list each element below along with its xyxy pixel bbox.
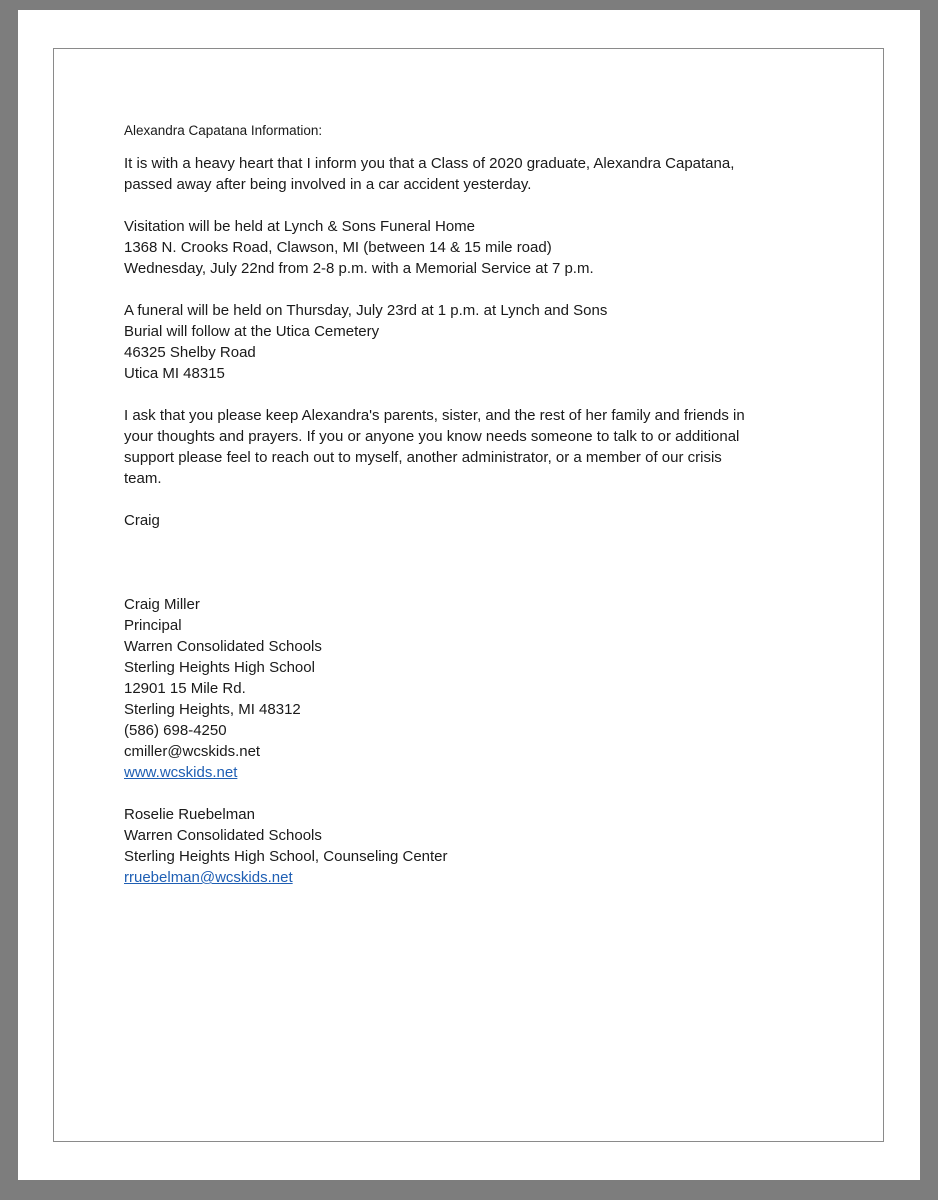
signature-school: Sterling Heights High School, Counseling Center: [124, 848, 448, 865]
funeral-paragraph: [124, 300, 824, 384]
email-link[interactable]: rruebelman@wcskids.net: [124, 869, 293, 886]
signature-school: Sterling Heights High School: [124, 659, 315, 676]
letter-body: [124, 120, 824, 909]
signature-email: cmiller@wcskids.net: [124, 743, 261, 760]
letter-title: Alexandra Capatana Information:: [124, 123, 323, 138]
signature-role: Principal: [124, 617, 182, 634]
signature-name: Roselie Ruebelman: [124, 806, 255, 823]
closing-line: support please feel to reach out to myself, another administrator, or a member of our crisis: [124, 449, 722, 466]
intro-paragraph: [124, 153, 824, 195]
closing-line: your thoughts and prayers. If you or anyone you know needs someone to talk to or additional: [124, 428, 740, 445]
visitation-line: Wednesday, July 22nd from 2-8 p.m. with a Memorial Service at 7 p.m.: [124, 260, 594, 277]
visitation-line: 1368 N. Crooks Road, Clawson, MI (between 14 & 15 mile road): [124, 239, 552, 256]
signature-org: Warren Consolidated Schools: [124, 827, 322, 844]
funeral-line: Burial will follow at the Utica Cemetery: [124, 323, 380, 340]
visitation-line: Visitation will be held at Lynch & Sons Funeral Home: [124, 218, 476, 235]
funeral-line: Utica MI 48315: [124, 365, 225, 382]
funeral-line: 46325 Shelby Road: [124, 344, 256, 361]
signature-org: Warren Consolidated Schools: [124, 638, 322, 655]
signature-phone: (586) 698-4250: [124, 722, 227, 739]
website-link[interactable]: www.wcskids.net: [124, 764, 238, 781]
funeral-line: A funeral will be held on Thursday, July 23rd at 1 p.m. at Lynch and Sons: [124, 302, 608, 319]
signature-roselie-ruebelman: [124, 804, 824, 888]
signature-craig-miller: [124, 594, 824, 783]
closing-paragraph: [124, 405, 824, 489]
intro-line: It is with a heavy heart that I inform you that a Class of 2020 graduate, Alexandra Capatana,: [124, 155, 735, 172]
document-sheet: [18, 10, 920, 1180]
sign-off: Craig: [124, 512, 160, 529]
signature-city: Sterling Heights, MI 48312: [124, 701, 301, 718]
intro-line: passed away after being involved in a car accident yesterday.: [124, 176, 532, 193]
visitation-paragraph: [124, 216, 824, 279]
signature-name: Craig Miller: [124, 596, 200, 613]
closing-line: team.: [124, 470, 162, 487]
closing-line: I ask that you please keep Alexandra's parents, sister, and the rest of her family and friends in: [124, 407, 745, 424]
signature-street: 12901 15 Mile Rd.: [124, 680, 246, 697]
